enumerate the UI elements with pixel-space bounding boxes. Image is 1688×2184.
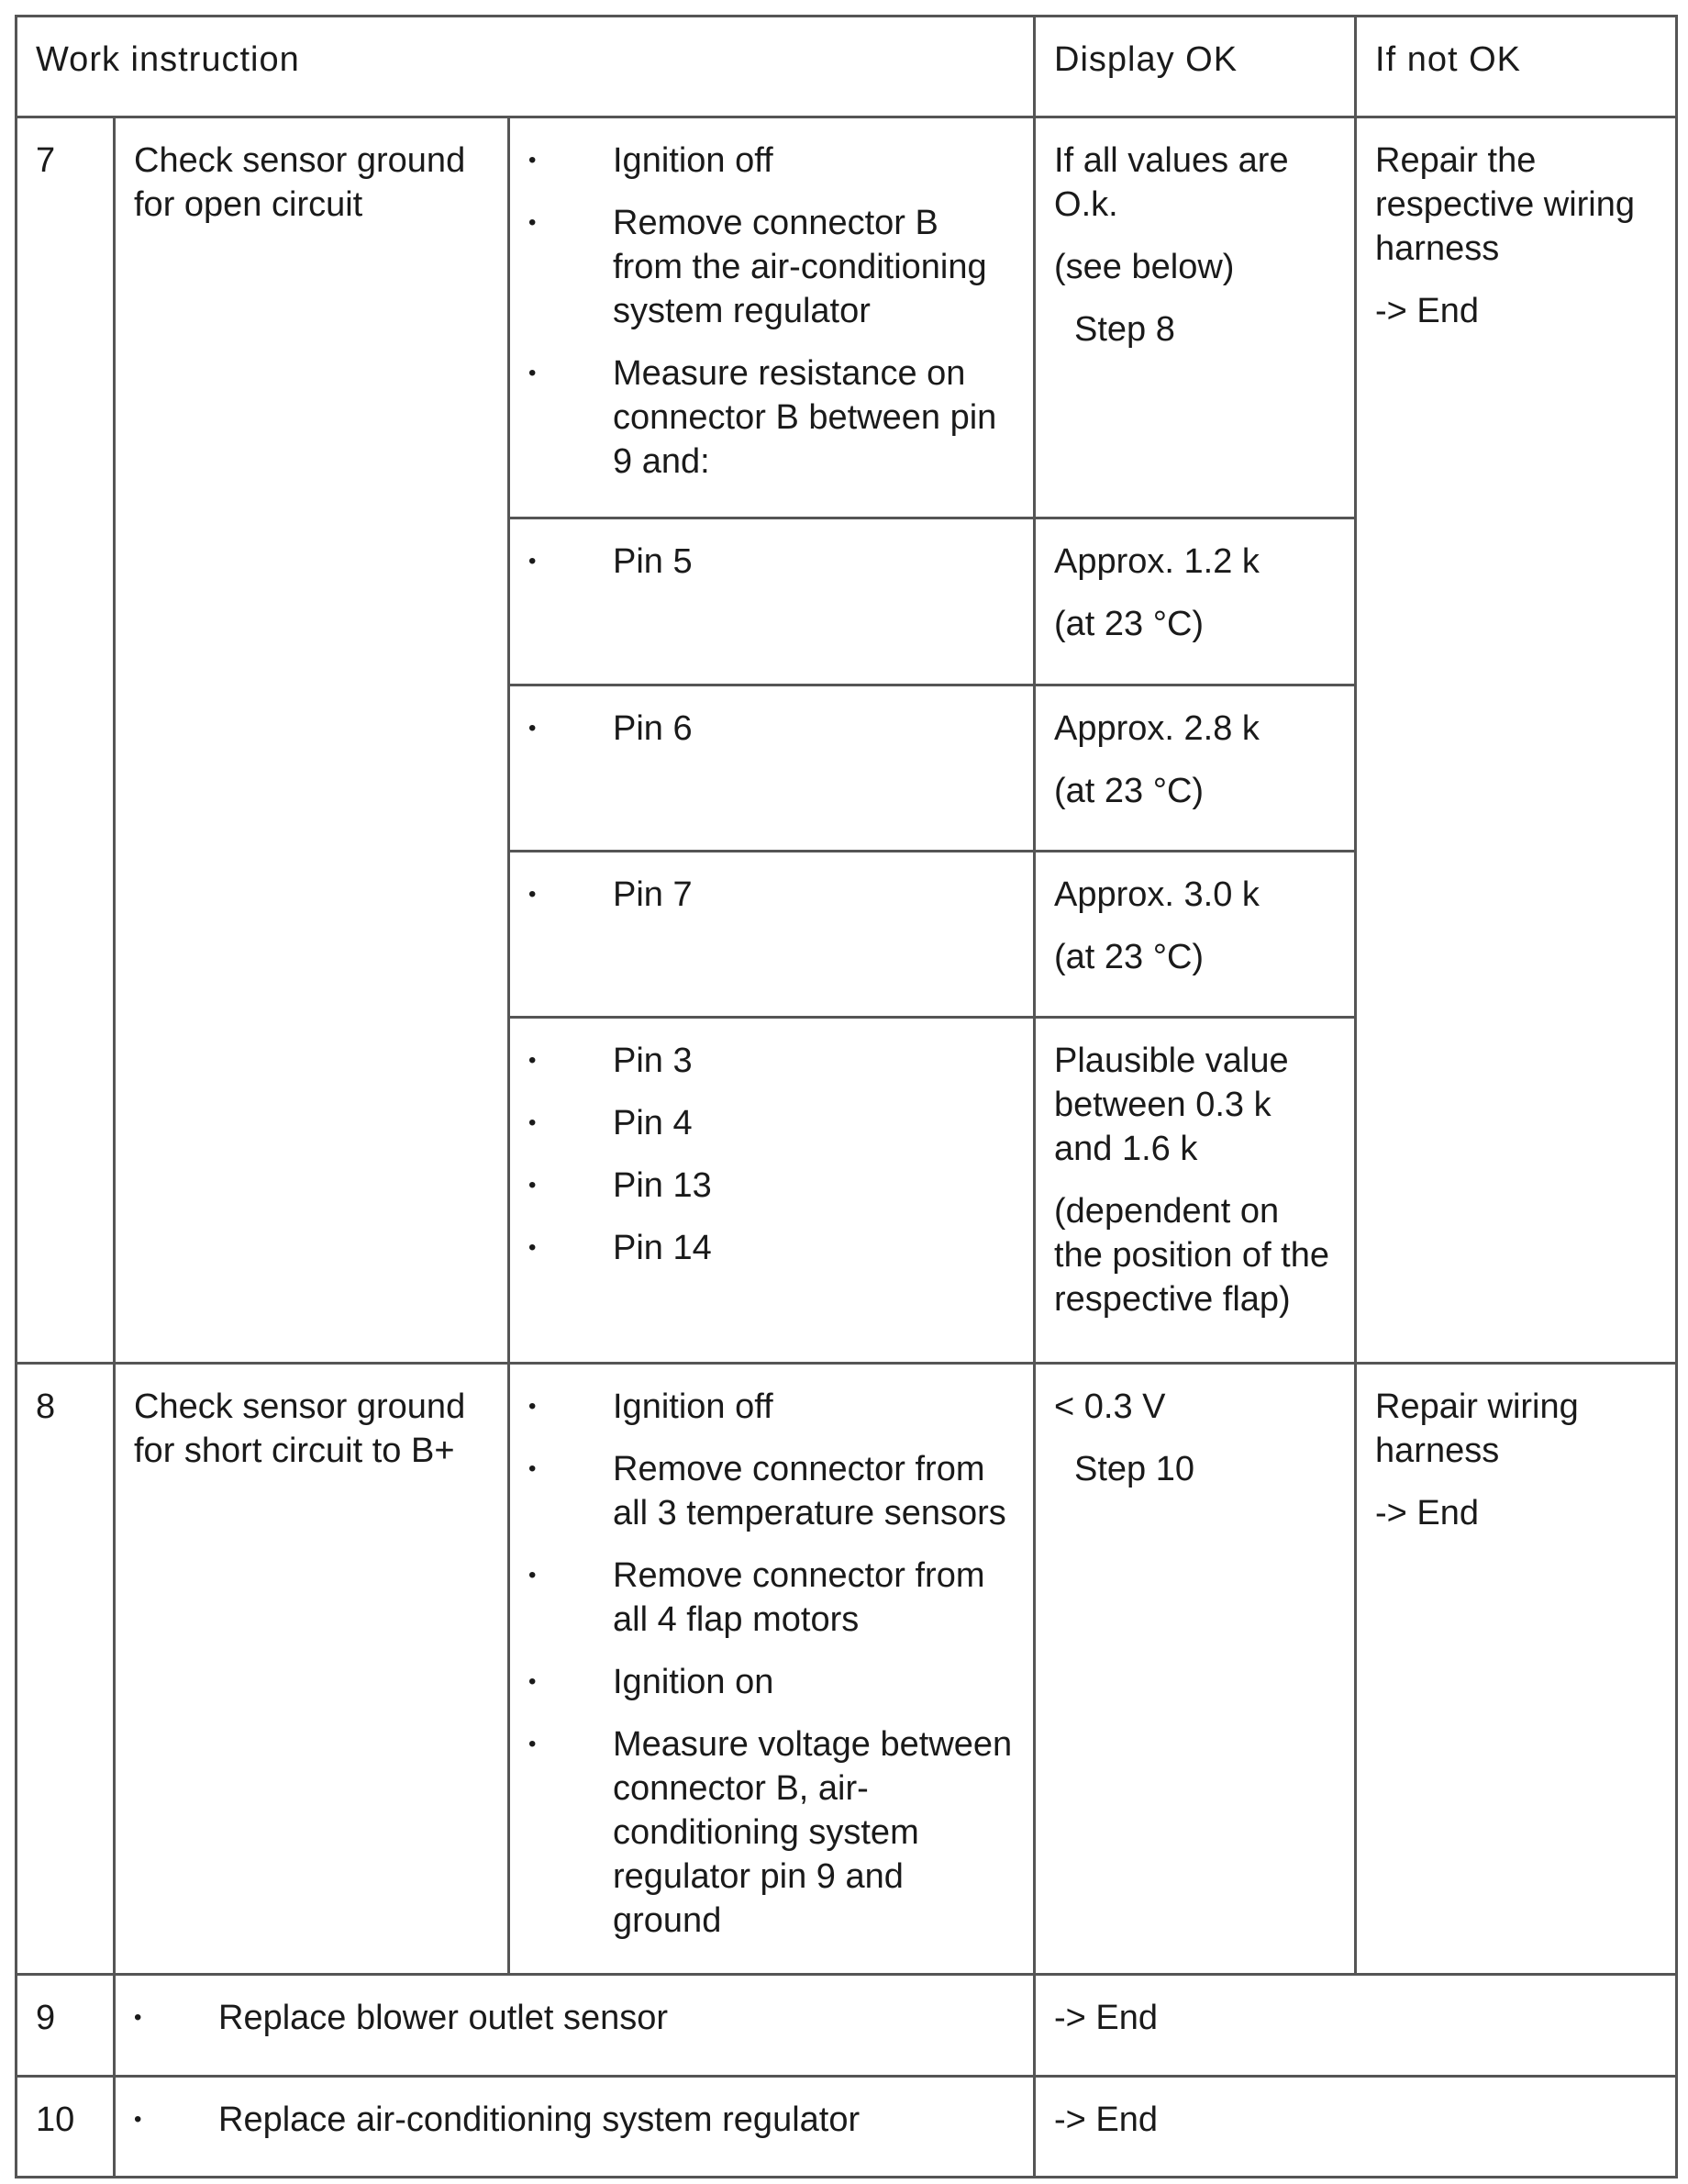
pin-item: • Pin 7 — [528, 873, 1015, 917]
step-8-not-ok-line: Repair wiring harness — [1375, 1387, 1579, 1471]
pin-7-cell — [509, 851, 1035, 1017]
step-7-display-line: (see below) — [1054, 248, 1235, 287]
step-7-instructions — [509, 117, 1035, 518]
pin-display-temp: (at 23 °C) — [1054, 937, 1205, 976]
step-8-title: Check sensor ground for short circuit to B+ — [115, 1364, 509, 1975]
step-7-instruction: • Ignition off — [528, 139, 1015, 183]
step-8-number: 8 — [17, 1364, 115, 1975]
pin-display-value: Approx. 3.0 k — [1054, 875, 1260, 914]
pin-display-value: Approx. 2.8 k — [1054, 708, 1260, 748]
step-7-not-ok-line: -> End — [1375, 292, 1480, 331]
step-10-instruction: • Replace air-conditioning system regulator — [134, 2098, 1015, 2142]
step-8-instruction: • Ignition off — [528, 1385, 1015, 1429]
header-work-instruction: Work instruction — [17, 17, 1035, 117]
step-7-not-ok — [1356, 117, 1677, 1364]
step-9-result: -> End — [1035, 1975, 1677, 2076]
pin-item: • Pin 13 — [528, 1164, 1015, 1208]
step-8-display — [1035, 1364, 1356, 1975]
pin-item: • Pin 14 — [528, 1226, 1015, 1270]
pin-7-display — [1035, 851, 1356, 1017]
step-10-instruction-cell — [115, 2076, 1035, 2177]
step-7-next-step: Step 8 — [1074, 310, 1175, 350]
step-10-result: -> End — [1035, 2076, 1677, 2177]
step-9-instruction-cell — [115, 1975, 1035, 2076]
pin-display-note: (dependent on the position of the respective flap) — [1054, 1192, 1330, 1320]
step-8-not-ok-line: -> End — [1375, 1494, 1480, 1533]
pins-3-4-13-14-display — [1035, 1018, 1356, 1364]
pins-3-4-13-14-cell — [509, 1018, 1035, 1364]
step-8-instruction: • Remove connector from all 4 flap motors — [528, 1554, 1015, 1642]
pin-item: • Pin 6 — [528, 707, 1015, 751]
pin-display-value: Approx. 1.2 k — [1054, 542, 1260, 582]
step-7-instruction: • Measure resistance on connector B between pin 9 and: — [528, 351, 1015, 484]
header-display-ok: Display OK — [1035, 17, 1356, 117]
step-8-not-ok — [1356, 1364, 1677, 1975]
step-8-instructions — [509, 1364, 1035, 1975]
step-9-number: 9 — [17, 1975, 115, 2076]
step-7-title: Check sensor ground for open circuit — [115, 117, 509, 1364]
pin-item: • Pin 3 — [528, 1039, 1015, 1083]
pin-6-display — [1035, 685, 1356, 851]
pin-display-temp: (at 23 °C) — [1054, 605, 1205, 644]
step-7-number: 7 — [17, 117, 115, 1364]
pin-item: • Pin 5 — [528, 540, 1015, 584]
step-8-display-line: < 0.3 V — [1054, 1387, 1166, 1427]
pin-display-temp: (at 23 °C) — [1054, 771, 1205, 810]
pin-display-value: Plausible value between 0.3 k and 1.6 k — [1054, 1042, 1289, 1169]
step-8-instruction: • Ignition on — [528, 1660, 1015, 1704]
step-9-instruction: • Replace blower outlet sensor — [134, 1996, 1015, 2040]
step-7-not-ok-line: Repair the respective wiring harness — [1375, 141, 1636, 269]
step-7-instruction: • Remove connector B from the air-conditioning system regulator — [528, 201, 1015, 333]
step-7-display-line: If all values are O.k. — [1054, 141, 1289, 225]
work-instruction-table — [15, 15, 1678, 2178]
pin-5-cell — [509, 518, 1035, 685]
step-8-instruction: • Measure voltage between connector B, air-conditioning system regulator pin 9 and ground — [528, 1722, 1015, 1943]
step-8-instruction: • Remove connector from all 3 temperature sensors — [528, 1447, 1015, 1535]
pin-6-cell — [509, 685, 1035, 851]
pin-item: • Pin 4 — [528, 1101, 1015, 1145]
step-7-display — [1035, 117, 1356, 518]
step-10-number: 10 — [17, 2076, 115, 2177]
step-8-next-step: Step 10 — [1074, 1450, 1195, 1489]
pin-5-display — [1035, 518, 1356, 685]
header-if-not-ok: If not OK — [1356, 17, 1677, 117]
